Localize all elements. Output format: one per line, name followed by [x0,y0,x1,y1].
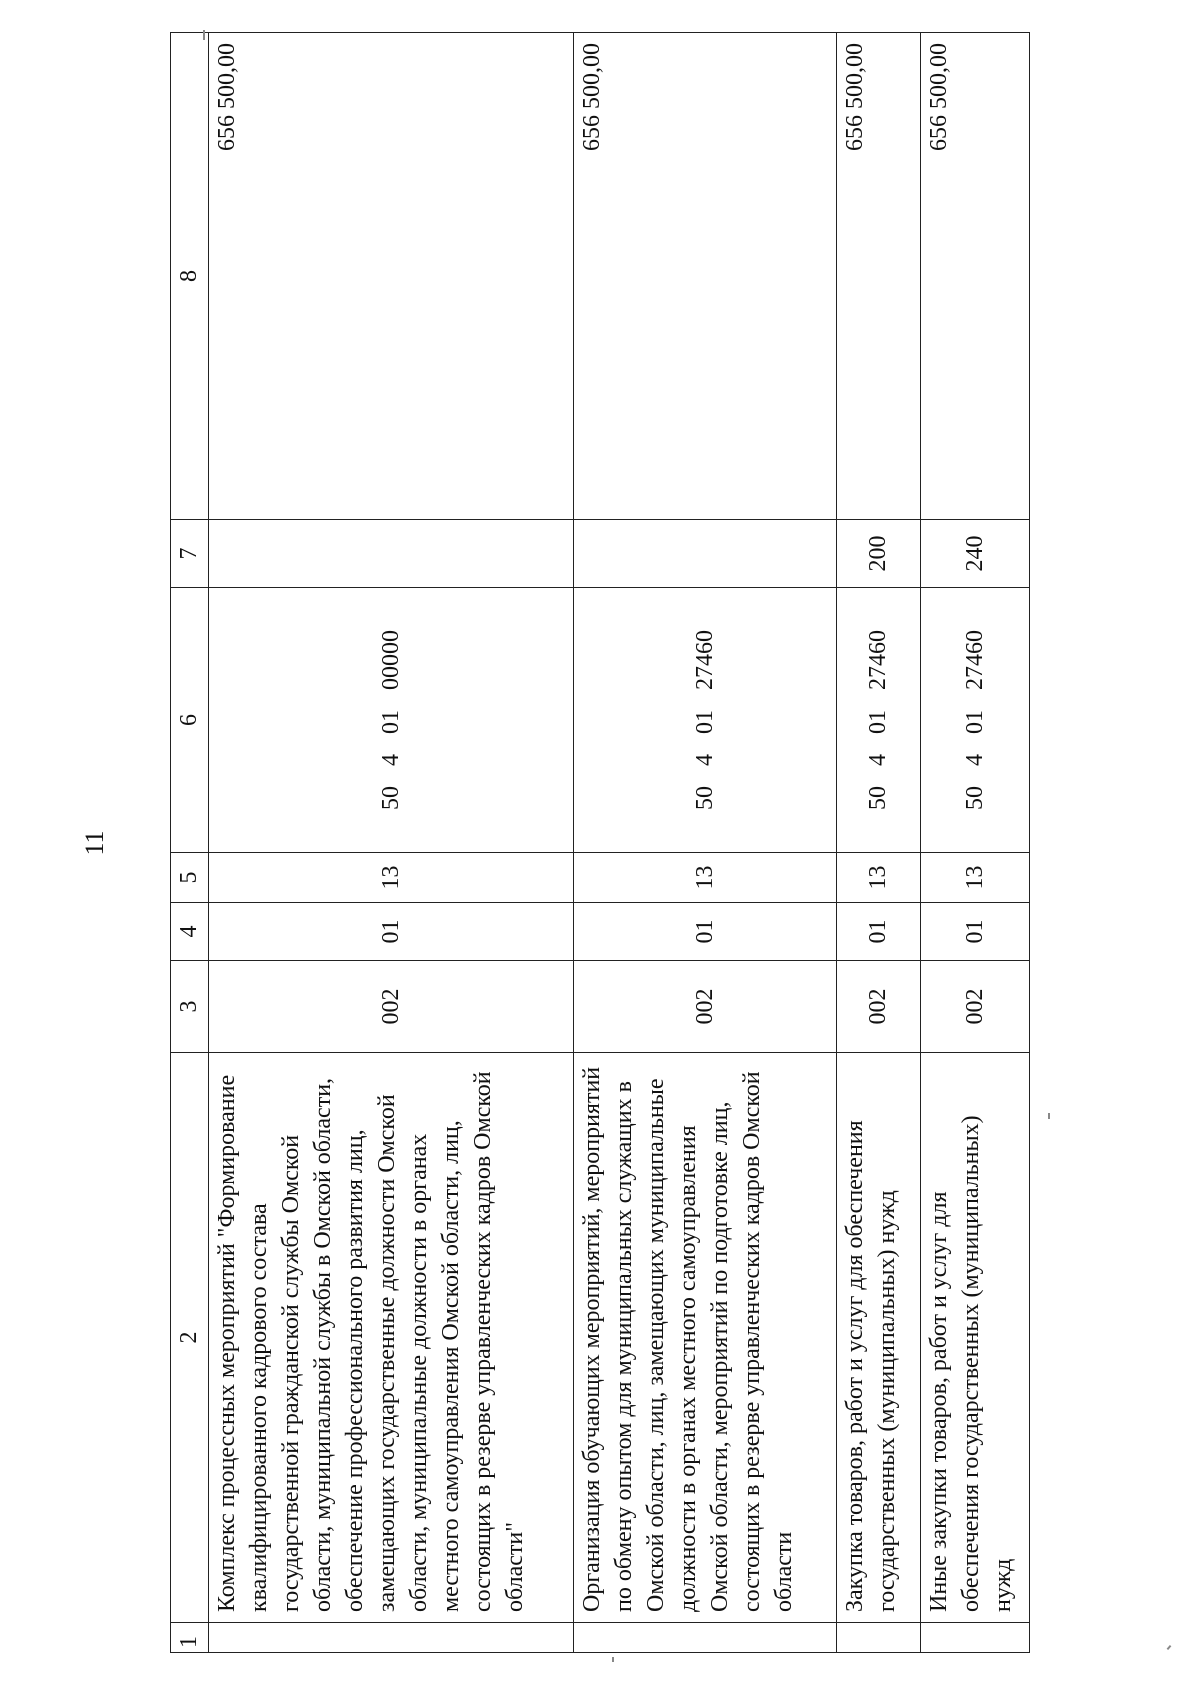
subsection-code-cell: 13 [208,853,573,903]
subsection-code-cell: 13 [837,853,920,903]
column-number: 7 [171,520,209,588]
description-cell: Организация обучающих мероприятий, мероприятий по обмену опытом для муниципальных служащих в Омской области, лиц, замещающих муниципальные должности в органах местного самоуправления Омской области, мероприятий по подготовке лиц, состоящих в резерве управленческих кадров Омской области [573,1053,836,1623]
scan-speck [1048,1113,1050,1119]
target-article-cell: 50 4 01 27460 [920,588,1029,853]
amount-cell: 656 500,00 [837,33,920,520]
row-number-cell [573,1623,836,1653]
row-number-cell [208,1623,573,1653]
column-number: 3 [171,961,209,1053]
expense-type-cell [208,520,573,588]
section-code-cell: 01 [837,903,920,961]
column-number: 4 [171,903,209,961]
table-row [920,33,1029,1653]
column-number: 2 [171,1053,209,1623]
budget-table [170,32,1030,1653]
table-row [837,33,920,1653]
scan-speck [1167,1645,1172,1650]
target-article-cell: 50 4 01 27460 [837,588,920,853]
ministry-code-cell: 002 [837,961,920,1053]
column-number: 5 [171,853,209,903]
section-code-cell: 01 [208,903,573,961]
ministry-code-cell: 002 [573,961,836,1053]
subsection-code-cell: 13 [573,853,836,903]
target-article-cell: 50 4 01 27460 [573,588,836,853]
table-row [208,33,573,1653]
row-number-cell [837,1623,920,1653]
section-code-cell: 01 [920,903,1029,961]
amount-cell: 656 500,00 [208,33,573,520]
amount-cell: 656 500,00 [920,33,1029,520]
table-row [573,33,836,1653]
column-number-row [171,33,209,1653]
description-cell: Комплекс процессных мероприятий "Формирование квалифицированного кадрового состава государственной гражданской службы Омской области, муниципальной службы в Омской области, обеспечение профессионального развития лиц, замещающих государственные должности Омской области, муниципальные должности в органах местного самоуправления Омской области, лиц, состоящих в резерве управленческих кадров Омской области" [208,1053,573,1623]
target-article-cell: 50 4 01 00000 [208,588,573,853]
ministry-code-cell: 002 [208,961,573,1053]
column-number: 6 [171,588,209,853]
amount-cell: 656 500,00 [573,33,836,520]
scan-speck [612,1657,614,1662]
scan-speck [203,30,205,40]
expense-type-cell: 240 [920,520,1029,588]
description-cell: Иные закупки товаров, работ и услуг для обеспечения государственных (муниципальных) нужд [920,1053,1029,1623]
expense-type-cell [573,520,836,588]
column-number: 8 [171,33,209,520]
section-code-cell: 01 [573,903,836,961]
column-number: 1 [171,1623,209,1653]
ministry-code-cell: 002 [920,961,1029,1053]
rotated-table-container [170,33,1030,1653]
description-cell: Закупка товаров, работ и услуг для обеспечения государственных (муниципальных) нужд [837,1053,920,1623]
row-number-cell [920,1623,1029,1653]
page-number: 11 [80,830,109,856]
expense-type-cell: 200 [837,520,920,588]
subsection-code-cell: 13 [920,853,1029,903]
